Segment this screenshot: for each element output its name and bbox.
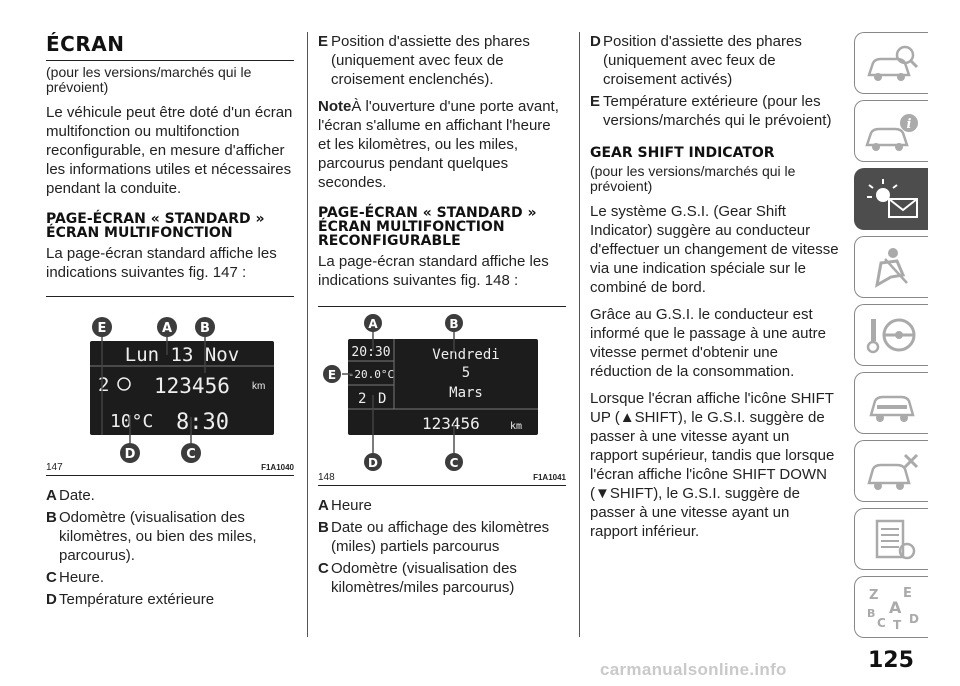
tab-warning-lights[interactable] bbox=[854, 168, 928, 230]
display-unit: km bbox=[510, 421, 523, 432]
shift-up-icon: ▲ bbox=[619, 409, 635, 426]
legend-item-d: D Position d'assiette des phares (uniquement avec feux de croisement activés) bbox=[590, 33, 802, 88]
column-2 bbox=[318, 32, 566, 600]
callout-b bbox=[445, 314, 463, 332]
specifications-list-icon bbox=[863, 517, 921, 563]
tab-car-info[interactable] bbox=[854, 100, 928, 162]
figure-147 bbox=[46, 296, 294, 476]
callout-d bbox=[120, 443, 140, 463]
note-paragraph: NoteÀ l'ouverture d'une porte avant, l'écran s'allume en affichant l'heure et les kilomètres, ou les miles, parcourus pendant quelques secondes. bbox=[318, 98, 559, 191]
callout-e bbox=[92, 317, 112, 337]
tab-specifications[interactable] bbox=[854, 508, 928, 570]
section-heading-gsi: GEAR SHIFT INDICATOR bbox=[590, 145, 775, 161]
display-gear: 2 bbox=[358, 391, 367, 407]
section-heading-reconfigurable: PAGE-ÉCRAN « STANDARD » ÉCRAN MULTIFONCTION RECONFIGURABLE bbox=[318, 205, 537, 249]
display-date: 5 bbox=[461, 365, 471, 381]
svg-text:E: E bbox=[97, 321, 107, 336]
svg-text:D: D bbox=[909, 612, 919, 626]
section-heading-standard: PAGE-ÉCRAN « STANDARD » ÉCRAN MULTIFONCTION bbox=[46, 211, 265, 241]
display-time: 20:30 bbox=[351, 345, 391, 360]
figure-code: F1A1040 bbox=[261, 463, 294, 472]
svg-text:B: B bbox=[867, 607, 876, 620]
display-illustration-148 bbox=[318, 307, 566, 487]
watermark: carmanualsonline.info bbox=[600, 660, 787, 679]
car-info-icon bbox=[863, 109, 921, 155]
svg-text:B: B bbox=[449, 317, 459, 331]
svg-text:Z: Z bbox=[869, 588, 879, 603]
display-date: Lun 13 Nov bbox=[124, 344, 240, 366]
column-divider bbox=[579, 32, 580, 637]
column-divider bbox=[307, 32, 308, 637]
availability-note: (pour les versions/marchés qui le prévoient) bbox=[46, 64, 252, 95]
figure-code: F1A1041 bbox=[533, 473, 566, 482]
callout-b bbox=[195, 317, 215, 337]
gsi-paragraph-2: Grâce au G.S.I. le conducteur est informé que le passage à une autre vitesse permet d'obtenir une réduction de la consommation. bbox=[590, 306, 826, 380]
intro-paragraph: Le véhicule peut être doté d'un écran multifonction ou multifonction reconfigurable, en mesure d'afficher les informations utiles et nécessaires pendant la conduite. bbox=[46, 104, 293, 197]
display-odometer: 123456 bbox=[154, 374, 230, 398]
display-temperature: -20.0°C bbox=[347, 368, 395, 381]
display-unit: km bbox=[252, 381, 266, 392]
svg-text:D: D bbox=[124, 447, 136, 462]
availability-note: (pour les versions/marchés qui le prévoient) bbox=[590, 163, 796, 194]
gsi-paragraph-3: Lorsque l'écran affiche l'icône SHIFT UP (▲SHIFT), le G.S.I. suggère de passer à une vitesse ayant un rapport supérieur, tandis que lorsque l'écran affiche l'icône SHIFT DOWN (▼SHIFT), le G.S.I. suggère de passer à une vitesse ayant un rapport inférieur. bbox=[590, 390, 835, 540]
svg-text:A: A bbox=[889, 598, 902, 617]
section-heading-ecran: ÉCRAN bbox=[46, 32, 294, 61]
car-tools-icon bbox=[863, 449, 921, 495]
shift-down-icon: ▼ bbox=[595, 485, 610, 502]
legend-item-d: D Température extérieure bbox=[46, 591, 215, 608]
svg-text:A: A bbox=[161, 321, 173, 336]
tab-starting-driving[interactable] bbox=[854, 304, 928, 366]
figure-number: 147 bbox=[46, 462, 63, 473]
column-1 bbox=[46, 32, 294, 612]
callout-c bbox=[445, 453, 463, 471]
callout-c bbox=[181, 443, 201, 463]
figure-148 bbox=[318, 306, 566, 486]
legend-item-b: B Date ou affichage des kilomètres (miles) partiels parcourus bbox=[318, 519, 550, 555]
car-breakdown-icon bbox=[863, 381, 921, 427]
svg-text:i: i bbox=[906, 117, 912, 132]
callout-a bbox=[364, 314, 382, 332]
display-time: 8:30 bbox=[176, 410, 229, 435]
tab-emergency[interactable] bbox=[854, 372, 928, 434]
legend-item-a: A Heure bbox=[318, 497, 372, 514]
legend-item-c: C Odomètre (visualisation des kilomètres/miles parcourus) bbox=[318, 560, 517, 596]
svg-text:E: E bbox=[327, 368, 337, 382]
tab-maintenance[interactable] bbox=[854, 440, 928, 502]
display-day: Vendredi bbox=[432, 347, 500, 363]
svg-text:C: C bbox=[186, 447, 196, 462]
tab-car-search[interactable] bbox=[854, 32, 928, 94]
svg-text:C: C bbox=[877, 616, 886, 630]
svg-text:E: E bbox=[903, 586, 912, 601]
airbag-seat-icon bbox=[863, 245, 921, 291]
display-gear: 2 bbox=[98, 374, 110, 396]
tab-index[interactable] bbox=[854, 576, 928, 638]
car-search-icon bbox=[863, 41, 921, 87]
legend-item-a: A Date. bbox=[46, 487, 95, 504]
standard-paragraph: La page-écran standard affiche les indications suivantes fig. 147 : bbox=[46, 245, 277, 281]
svg-text:B: B bbox=[200, 321, 210, 336]
alphabetical-index-icon bbox=[863, 585, 921, 631]
svg-text:D: D bbox=[368, 456, 378, 470]
tab-safety[interactable] bbox=[854, 236, 928, 298]
page-number: 125 bbox=[868, 648, 914, 673]
figure-number: 148 bbox=[318, 472, 335, 483]
callout-d bbox=[364, 453, 382, 471]
legend-item-e: E Température extérieure (pour les versions/marchés qui le prévoient) bbox=[590, 93, 832, 129]
svg-text:A: A bbox=[368, 317, 378, 331]
legend-item-e: E Position d'assiette des phares (uniquement avec feux de croisement enclenchés). bbox=[318, 33, 530, 88]
display-illustration-147 bbox=[46, 297, 294, 477]
display-temperature: 10°C bbox=[110, 411, 154, 432]
callout-a bbox=[157, 317, 177, 337]
callout-e bbox=[323, 365, 341, 383]
gsi-paragraph-1: Le système G.S.I. (Gear Shift Indicator) suggère au conducteur d'effectuer un changement de vitesse via une indication spéciale sur le combiné de bord. bbox=[590, 203, 839, 296]
warning-light-envelope-icon bbox=[863, 177, 921, 223]
column-3 bbox=[590, 32, 840, 549]
reconfigurable-paragraph: La page-écran standard affiche les indications suivantes fig. 148 : bbox=[318, 253, 549, 289]
legend-item-b: B Odomètre (visualisation des kilomètres, ou bien des miles, parcourus). bbox=[46, 509, 257, 564]
steering-key-icon bbox=[863, 313, 921, 359]
legend-item-c: C Heure. bbox=[46, 569, 105, 586]
display-odometer: 123456 bbox=[422, 414, 480, 433]
display-month: Mars bbox=[449, 385, 483, 401]
svg-text:C: C bbox=[449, 456, 459, 470]
headlight-icon: D bbox=[378, 391, 387, 407]
svg-text:T: T bbox=[893, 618, 902, 631]
